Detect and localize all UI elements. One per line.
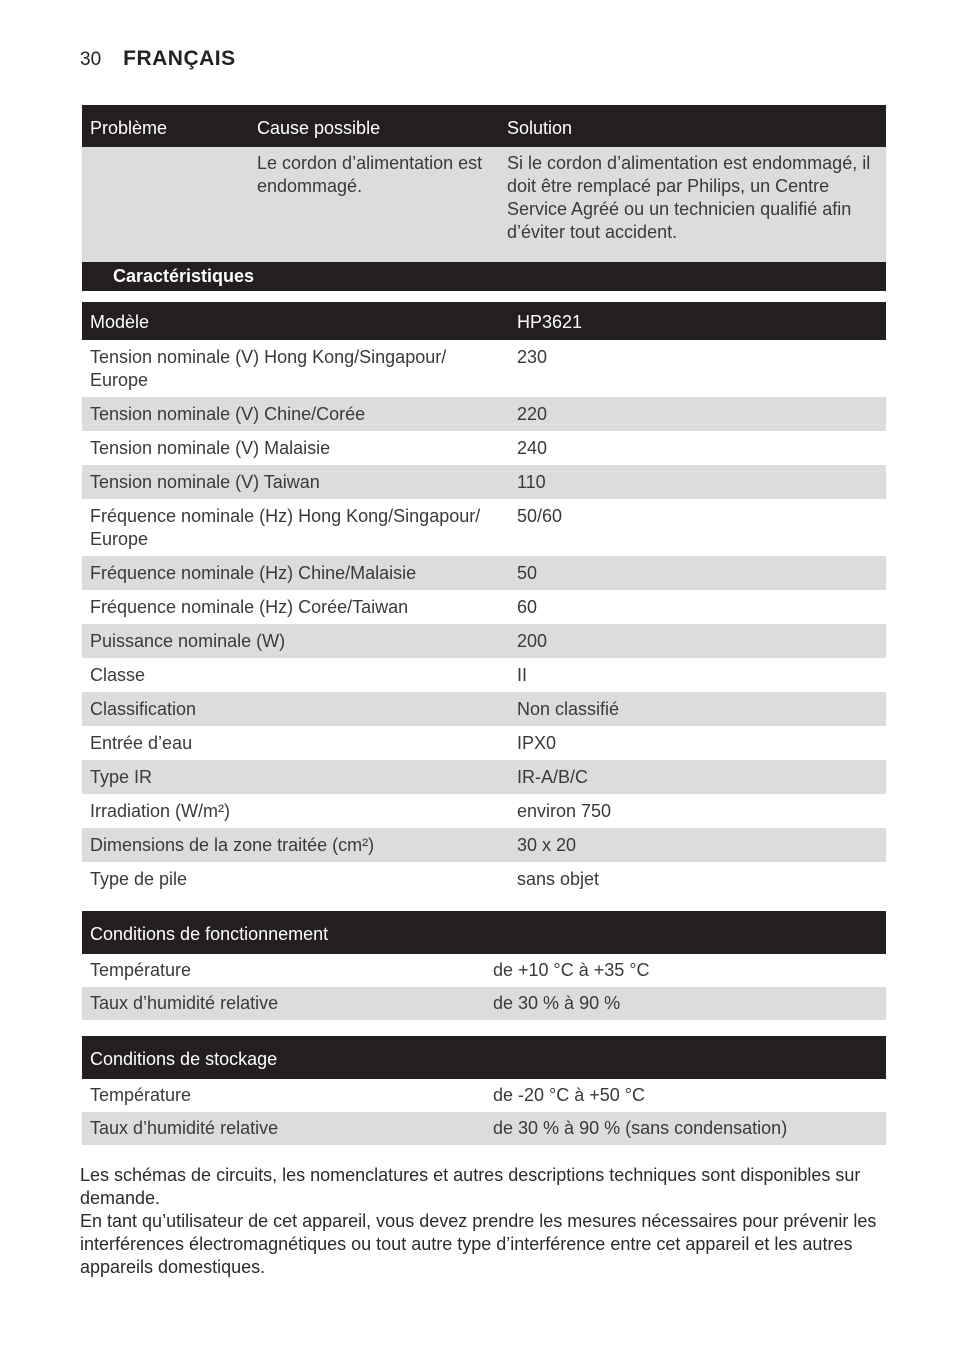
operating-conditions-header <box>82 911 886 954</box>
spec-value: 240 <box>509 431 886 465</box>
spec-table <box>82 302 886 896</box>
condition-value: de +10 °C à +35 °C <box>485 954 886 987</box>
header-cause: Cause possible <box>249 105 499 147</box>
spec-label: Puissance nominale (W) <box>82 624 509 658</box>
solution-cell: Si le cordon d’alimentation est endommagé, il doit être remplacé par Philips, un Centre Service Agréé ou un technicien qualifié afin d’éviter tout accident. <box>499 147 886 289</box>
spec-value: IPX0 <box>509 726 886 760</box>
spec-label: Tension nominale (V) Malaisie <box>82 431 509 465</box>
cause-cell: Le cordon d’alimentation est endommagé. <box>249 147 499 289</box>
spec-label: Tension nominale (V) Chine/Corée <box>82 397 509 431</box>
spec-value: IR-A/B/C <box>509 760 886 794</box>
spec-value: 50/60 <box>509 499 886 556</box>
spec-label: Tension nominale (V) Hong Kong/Singapour/ Europe <box>82 340 509 397</box>
storage-conditions-header <box>82 1036 886 1079</box>
spec-label: Fréquence nominale (Hz) Corée/Taiwan <box>82 590 509 624</box>
table-row <box>82 397 886 431</box>
table-row <box>82 794 886 828</box>
page-header <box>80 47 236 71</box>
table-row <box>82 828 886 862</box>
page-number: 30 <box>80 49 102 70</box>
spec-value: Non classifié <box>509 692 886 726</box>
table-row <box>82 692 886 726</box>
spec-label: Fréquence nominale (Hz) Chine/Malaisie <box>82 556 509 590</box>
spec-label: Irradiation (W/m²) <box>82 794 509 828</box>
table-row <box>82 465 886 499</box>
table-row <box>82 726 886 760</box>
spec-value: 50 <box>509 556 886 590</box>
spec-table-header <box>82 302 886 340</box>
footer-paragraph-2: En tant qu’utilisateur de cet appareil, vous devez prendre les mesures nécessaires pour prévenir les interférences électromagnétiques ou tout autre type d’interférence entre cet appareil et les autres appareils domestiques. <box>80 1211 877 1277</box>
spec-label: Type IR <box>82 760 509 794</box>
operating-conditions-block <box>82 911 886 1020</box>
table-row <box>82 862 886 896</box>
spec-value: II <box>509 658 886 692</box>
table-row <box>82 590 886 624</box>
storage-conditions-title: Conditions de stockage <box>82 1036 886 1079</box>
operating-conditions-title: Conditions de fonctionnement <box>82 911 886 954</box>
storage-conditions-block <box>82 1036 886 1145</box>
condition-value: de -20 °C à +50 °C <box>485 1079 886 1112</box>
table-row <box>82 499 886 556</box>
condition-value: de 30 % à 90 % (sans condensation) <box>485 1112 886 1145</box>
condition-label: Température <box>82 954 485 987</box>
spec-label: Classe <box>82 658 509 692</box>
condition-value: de 30 % à 90 % <box>485 987 886 1020</box>
table-row <box>82 1112 886 1145</box>
spec-label: Classification <box>82 692 509 726</box>
table-row <box>82 1079 886 1112</box>
storage-conditions-table <box>82 1036 886 1145</box>
header-model-number: HP3621 <box>509 302 886 340</box>
spec-value: 220 <box>509 397 886 431</box>
spec-value: 30 x 20 <box>509 828 886 862</box>
table-row <box>82 987 886 1020</box>
operating-conditions-table <box>82 911 886 1020</box>
section-title: Caractéristiques <box>82 262 886 292</box>
header-solution: Solution <box>499 105 886 147</box>
spec-label: Dimensions de la zone traitée (cm²) <box>82 828 509 862</box>
table-row <box>82 954 886 987</box>
table-row <box>82 556 886 590</box>
spec-value: 200 <box>509 624 886 658</box>
language-title: FRANÇAIS <box>123 47 236 70</box>
spec-label: Entrée d’eau <box>82 726 509 760</box>
table-row <box>82 431 886 465</box>
header-modele: Modèle <box>82 302 509 340</box>
footer-paragraph-1: Les schémas de circuits, les nomenclatures et autres descriptions techniques sont disponibles sur demande. <box>80 1165 861 1208</box>
footer-text <box>80 1164 880 1279</box>
spec-value: 230 <box>509 340 886 397</box>
spec-label: Type de pile <box>82 862 509 896</box>
spec-label: Fréquence nominale (Hz) Hong Kong/Singapour/ Europe <box>82 499 509 556</box>
spec-value: 110 <box>509 465 886 499</box>
header-probleme: Problème <box>82 105 249 147</box>
condition-label: Température <box>82 1079 485 1112</box>
spec-value: 60 <box>509 590 886 624</box>
problem-table-header <box>82 105 886 147</box>
table-row <box>82 624 886 658</box>
table-row <box>82 658 886 692</box>
table-row <box>82 340 886 397</box>
spec-value: sans objet <box>509 862 886 896</box>
condition-label: Taux d’humidité relative <box>82 1112 485 1145</box>
table-row <box>82 760 886 794</box>
spec-label: Tension nominale (V) Taiwan <box>82 465 509 499</box>
spec-table-block <box>82 302 886 896</box>
spec-value: environ 750 <box>509 794 886 828</box>
condition-label: Taux d’humidité relative <box>82 987 485 1020</box>
